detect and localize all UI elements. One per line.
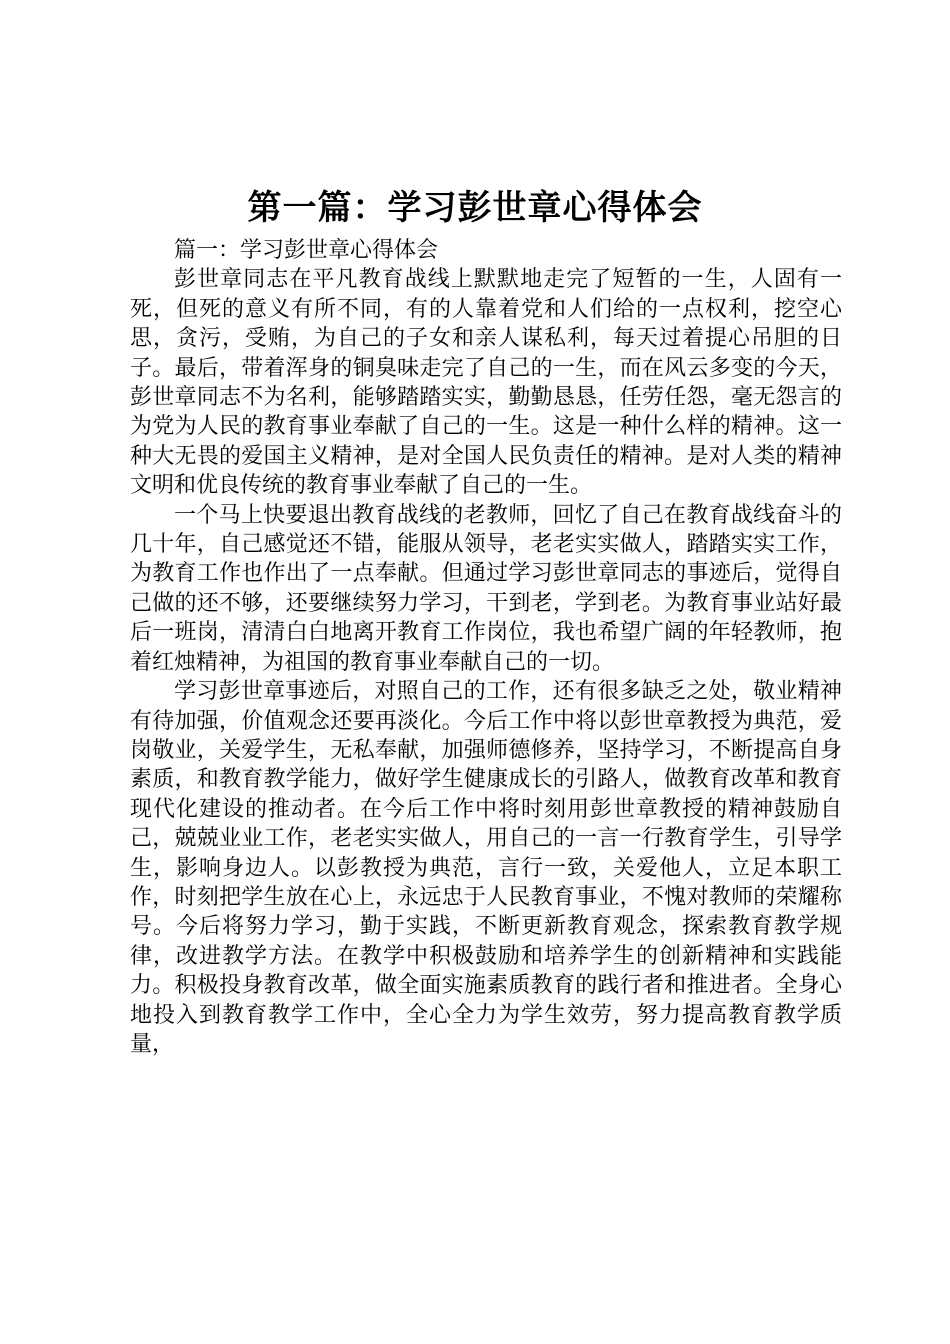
- section-heading: 篇一：学习彭世章心得体会: [174, 238, 439, 263]
- paragraph: 彭世章同志在平凡教育战线上默默地走完了短暂的一生，人固有一死，但死的意义有所不同，有的人靠着党和人们给的一点权利，挖空心思，贪污，受贿，为自己的子女和亲人谋私利，每天过着提心吊胆的日子。最后，带着浑身的铜臭味走完了自己的一生，而在风云多变的今天，彭世章同志不为名利，能够踏踏实实，勤勤恳恳，任劳任怨，毫无怨言的为党为人民的教育事业奉献了自己的一生。这是一种什么样的精神。这一种大无畏的爱国主义精神，是对全国人民负责任的精神。是对人类的精神文明和优良传统的教育事业奉献了自己的一生。: [130, 267, 842, 499]
- paragraph: 一个马上快要退出教育战线的老教师，回忆了自己在教育战线奋斗的几十年，自己感觉还不错，能服从领导，老老实实做人，踏踏实实工作，为教育工作也作出了一点奉献。但通过学习彭世章同志的事迹后，觉得自己做的还不够，还要继续努力学习，干到老，学到老。为教育事业站好最后一班岗，清清白白地离开教育工作岗位，我也希望广阔的年轻教师，抱着红烛精神，为祖国的教育事业奉献自己的一切。: [130, 502, 842, 675]
- paragraph: 学习彭世章事迹后，对照自己的工作，还有很多缺乏之处，敬业精神有待加强，价值观念还要再淡化。今后工作中将以彭世章教授为典范，爱岗敬业，关爱学生，无私奉献，加强师德修养，坚持学习，不断提高自身素质，和教育教学能力，做好学生健康成长的引路人，做教育改革和教育现代化建设的推动者。在今后工作中将时刻用彭世章教授的精神鼓励自己，兢兢业业工作，老老实实做人，用自己的一言一行教育学生，引导学生，影响身边人。以彭教授为典范，言行一致，关爱他人，立足本职工作，时刻把学生放在心上，永远忠于人民教育事业，不愧对教师的荣耀称号。今后将努力学习，勤于实践，不断更新教育观念，探索教育教学规律，改进教学方法。在教学中积极鼓励和培养学生的创新精神和实践能力。积极投身教育改革，做全面实施素质教育的践行者和推进者。全身心地投入到教育教学工作中，全心全力为学生效劳，努力提高教育教学质量，: [130, 679, 842, 1057]
- document-title: 第一篇：学习彭世章心得体会: [247, 188, 703, 228]
- document-body: [130, 236, 842, 1059]
